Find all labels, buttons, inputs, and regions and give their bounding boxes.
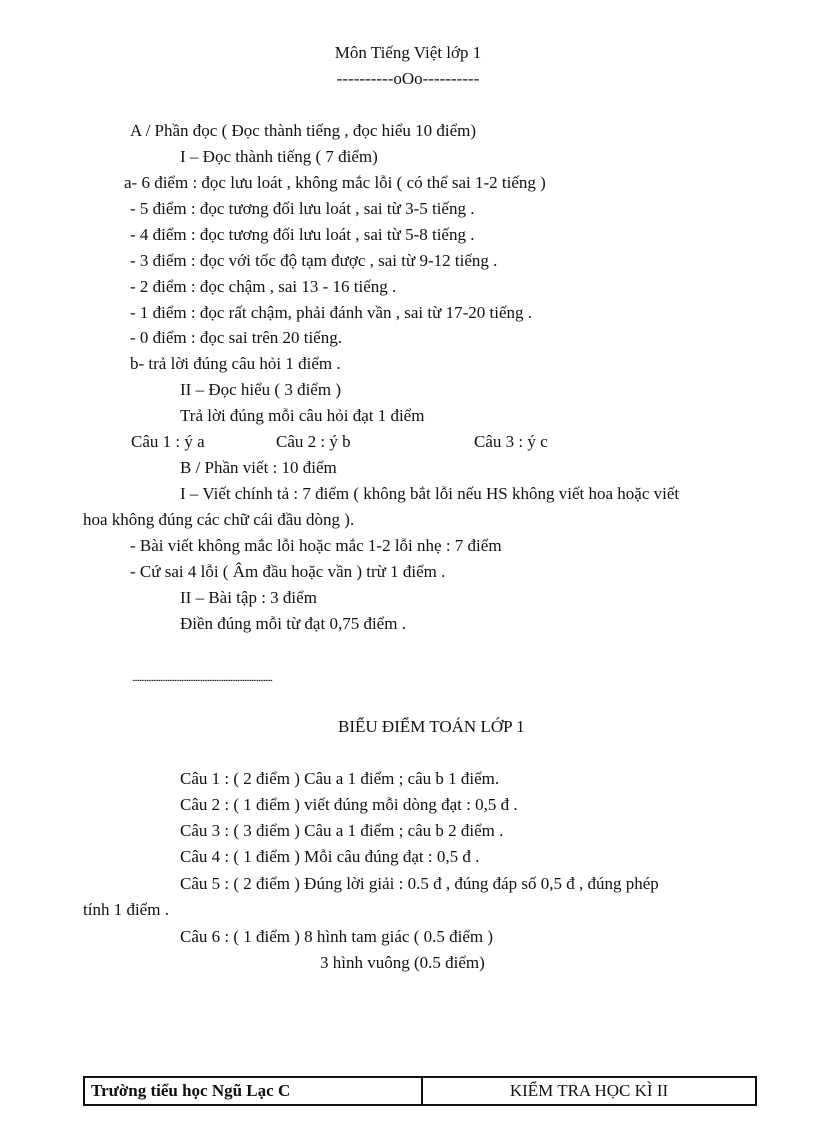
writing-rule: - Cứ sai 4 lỗi ( Âm đầu hoặc vần ) trừ 1 điểm .: [130, 562, 446, 581]
criteria-line: - 3 điểm : đọc với tốc độ tạm được , sai từ 9-12 tiếng .: [130, 251, 498, 270]
criteria-line: - 1 điểm : đọc rất chậm, phải đánh vần , sai từ 17-20 tiếng .: [130, 303, 532, 322]
footer-school-cell: Trường tiểu học Ngũ Lạc C: [85, 1078, 423, 1104]
criteria-line: - 2 điểm : đọc chậm , sai 13 - 16 tiếng .: [130, 277, 397, 296]
reading-part1-title: I – Đọc thành tiếng ( 7 điểm): [180, 147, 378, 166]
footer-exam-cell: KIỂM TRA HỌC KÌ II: [509, 1081, 669, 1100]
math-item: Câu 1 : ( 2 điểm ) Câu a 1 điểm ; câu b 1 điểm.: [180, 769, 500, 788]
math-item6-line2: 3 hình vuông (0.5 điểm): [320, 953, 485, 972]
page-title: Môn Tiếng Việt lớp 1: [334, 43, 482, 62]
writing-part1-line2: hoa không đúng các chữ cái đầu dòng ).: [83, 510, 355, 529]
reading-section-title: A / Phần đọc ( Đọc thành tiếng , đọc hiểu 10 điểm): [130, 121, 477, 140]
criteria-line: a- 6 điểm : đọc lưu loát , không mắc lỗi ( có thể sai 1-2 tiếng ): [124, 173, 546, 192]
writing-part2-title: II – Bài tập : 3 điểm: [180, 588, 317, 607]
dotted-separator: ................................................................................: [132, 672, 272, 684]
reading-part2-title: II – Đọc hiểu ( 3 điểm ): [180, 380, 341, 399]
writing-section-title: B / Phần viết : 10 điểm: [180, 458, 337, 477]
math-item: Câu 2 : ( 1 điểm ) viết đúng mỗi dòng đạt : 0,5 đ .: [180, 795, 518, 814]
criteria-line: - 4 điểm : đọc tương đối lưu loát , sai từ 5-8 tiếng .: [130, 225, 475, 244]
criteria-line: - 0 điểm : đọc sai trên 20 tiếng.: [130, 328, 342, 347]
title-divider: ----------oOo----------: [336, 69, 480, 88]
math-item: Câu 4 : ( 1 điểm ) Mỗi câu đúng đạt : 0,5 đ .: [180, 847, 480, 866]
answer-2: Câu 2 : ý b: [276, 432, 351, 451]
answer-1: Câu 1 : ý a: [131, 432, 205, 451]
math-item5-line2: tính 1 điểm .: [83, 900, 169, 919]
footer-table: [83, 1076, 757, 1106]
criteria-line: - 5 điểm : đọc tương đối lưu loát , sai từ 3-5 tiếng .: [130, 199, 475, 218]
math-title: BIỂU ĐIỂM TOÁN LỚP 1: [338, 717, 525, 736]
writing-rule: - Bài viết không mắc lỗi hoặc mắc 1-2 lỗi nhẹ : 7 điểm: [130, 536, 502, 555]
math-item5-line1: Câu 5 : ( 2 điểm ) Đúng lời giải : 0.5 đ , đúng đáp số 0,5 đ , đúng phép: [180, 874, 659, 893]
writing-part1-line1: I – Viết chính tả : 7 điểm ( không bắt lỗi nếu HS không viết hoa hoặc viết: [180, 484, 680, 503]
reading-part2-desc: Trả lời đúng mỗi câu hỏi đạt 1 điểm: [180, 406, 425, 425]
writing-part2-desc: Điền đúng mỗi từ đạt 0,75 điểm .: [180, 614, 406, 633]
criteria-line: b- trả lời đúng câu hỏi 1 điểm .: [130, 354, 341, 373]
answer-3: Câu 3 : ý c: [474, 432, 548, 451]
math-item: Câu 3 : ( 3 điểm ) Câu a 1 điểm ; câu b 2 điểm .: [180, 821, 504, 840]
math-item6-line1: Câu 6 : ( 1 điểm ) 8 hình tam giác ( 0.5 điểm ): [180, 927, 494, 946]
